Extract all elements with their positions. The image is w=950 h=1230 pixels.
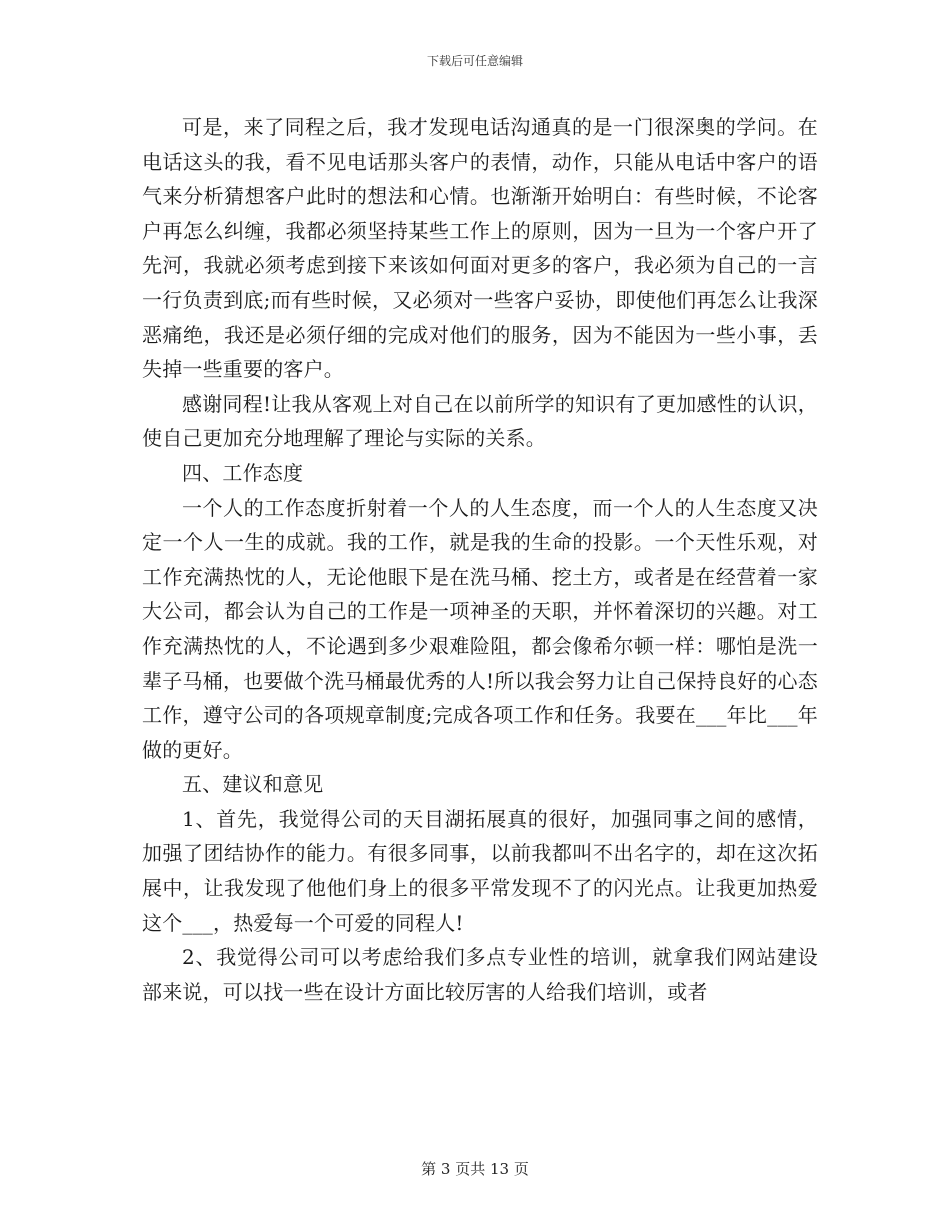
page-number: 第 3 页共 13 页 xyxy=(421,1160,529,1178)
paragraph-phone-communication: 可是，来了同程之后，我才发现电话沟通真的是一门很深奥的学问。在电话这头的我，看不见电话那头客户的表情，动作，只能从电话中客户的语气来分析猜想客户此时的想法和心情。也渐渐开始明白：有些时候，不论客户再怎么纠缠，我都必须坚持某些工作上的原则，因为一旦为一个客户开了先河，我就必须考虑到接下来该如何面对更多的客户，我必须为自己的一言一行负责到底;而有些时候，又必须对一些客户妥协，即使他们再怎么让我深恶痛绝，我还是必须仔细的完成对他们的服务，因为不能因为一些小事，丢失掉一些重要的客户。 xyxy=(142,115,818,382)
document-body xyxy=(142,110,818,1009)
section-heading-suggestions: 五、建议和意见 xyxy=(182,772,324,797)
paragraph-work-attitude: 一个人的工作态度折射着一个人的人生态度，而一个人的人生态度又决定一个人一生的成就。我的工作，就是我的生命的投影。一个天性乐观，对工作充满热忱的人，无论他眼下是在洗马桶、挖土方，或者是在经营着一家大公司，都会认为自己的工作是一项神圣的天职，并怀着深切的兴趣。对工作充满热忱的人，不论遇到多少艰难险阻，都会像希尔顿一样：哪怕是洗一辈子马桶，也要做个洗马桶最优秀的人!所以我会努力让自己保持良好的心态工作，遵守公司的各项规章制度;完成各项工作和任务。我要在___年比___年做的更好。 xyxy=(142,495,818,762)
page-header-note: 下载后可任意编辑 xyxy=(426,54,523,68)
paragraph-suggestion-1: 1、首先，我觉得公司的天目湖拓展真的很好，加强同事之间的感情，加强了团结协作的能力。有很多同事，以前我都叫不出名字的，却在这次拓展中，让我发现了他他们身上的很多平常发现不了的闪光点。让我更加热爱这个___，热爱每一个可爱的同程人! xyxy=(142,806,818,935)
section-heading-work-attitude: 四、工作态度 xyxy=(182,460,304,485)
paragraph-thanks: 感谢同程!让我从客观上对自己在以前所学的知识有了更加感性的认识，使自己更加充分地理解了理论与实际的关系。 xyxy=(142,391,818,451)
paragraph-suggestion-2: 2、我觉得公司可以考虑给我们多点专业性的培训，就拿我们网站建设部来说，可以找一些在设计方面比较厉害的人给我们培训，或者 xyxy=(142,945,818,1004)
